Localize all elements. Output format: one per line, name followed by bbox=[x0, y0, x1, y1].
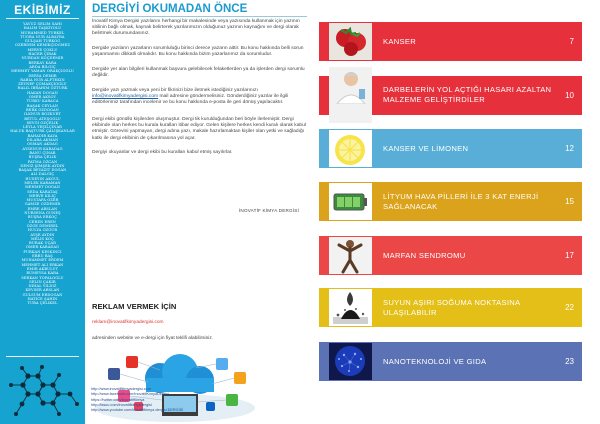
toc-page-number: 10 bbox=[565, 90, 574, 100]
social-link[interactable]: http://www.inovatifkimyadergisi.com bbox=[91, 387, 151, 391]
team-member: MERVE KILIÇ bbox=[28, 193, 56, 198]
toc-item[interactable] bbox=[319, 342, 582, 381]
toc-title: SUYUN AŞIRI SOĞUMA NOKTASINA ULAŞILABİLİR bbox=[383, 297, 520, 317]
team-member: GÜLSÜM ERDOĞAN bbox=[22, 292, 63, 297]
battery-thumbnail-icon bbox=[329, 183, 372, 220]
team-member: FURKAN KESKİNCİ bbox=[23, 249, 62, 254]
team-member: GÜLŞAH TÜRKOĞ bbox=[24, 39, 61, 44]
intro-paragraph-6: Dergiyi okuyanlar ve dergi ekibi bu kuralları kabul etmiş sayılırlar. bbox=[92, 150, 233, 155]
nano-sphere-thumbnail-icon bbox=[329, 343, 372, 380]
toc-title: KANSER VE LİMONEN bbox=[383, 143, 469, 153]
team-member: ARDA BİLGİÇ bbox=[29, 64, 56, 69]
team-member: NURDAN KOÇDEMİR bbox=[21, 56, 64, 61]
team-title: EKİBİMİZ bbox=[14, 3, 71, 17]
team-member: RABİA NUR ALPTEKİN bbox=[20, 77, 65, 82]
intro-column bbox=[85, 0, 310, 424]
toc-title: MARFAN SENDROMU bbox=[383, 250, 466, 260]
team-member: MEHMET DOĞAN bbox=[25, 185, 60, 190]
intro-paragraph-4 bbox=[92, 88, 307, 107]
team-member: SELİN ÇAKIR bbox=[29, 279, 56, 284]
team-member: ÖZGE DEMİREL bbox=[26, 223, 59, 228]
toc-title: DARBELERİN YOL AÇTIĞI HASARI AZALTAN MALZEME GELİŞTİRDİLER bbox=[383, 85, 552, 104]
team-member: AYŞE AYDIN bbox=[30, 232, 55, 237]
toc-page-number: 15 bbox=[565, 197, 574, 206]
team-member: EMRE ARSLAN bbox=[27, 206, 58, 211]
team-member: HÜLYA ÖZGÜR bbox=[27, 228, 58, 233]
team-member: CEREN EREN bbox=[28, 219, 57, 224]
team-member: BAŞAK BEYAZIT DOĞAN bbox=[18, 168, 67, 173]
team-member: BANU ÇINAR bbox=[29, 150, 56, 155]
team-member: HÜSEYİN AKGÜL bbox=[25, 176, 60, 181]
toc-page-number: 22 bbox=[565, 303, 574, 312]
team-member: HACER ÇIRAK bbox=[28, 52, 57, 57]
team-member: OSMAN AKDAĞ bbox=[27, 142, 58, 147]
toc-title: NANOTEKNOLOJİ VE GIDA bbox=[383, 356, 487, 366]
team-member: MUSTAFA ÖZER bbox=[26, 198, 59, 203]
intro-divider bbox=[92, 16, 307, 17]
intro-paragraph-2: Dergide yazıların yazarların sorumluluğu birinci derece yazarın aittir. Bu konu hakkında belli sorun yaşanmamsı dikkatli olmalıdır. Bu konu hakkında bizim yazarlarımız da sorumludur. bbox=[92, 46, 304, 58]
toc-item[interactable] bbox=[319, 67, 582, 123]
team-member: MEHMET ALİ ERKAN bbox=[21, 262, 64, 267]
submission-email-link[interactable]: info@inovatifkimyadergisi.com bbox=[92, 94, 159, 100]
team-member: DENİZ ŞİMŞEK AYDIN bbox=[20, 163, 65, 168]
team-member: RUMEYSA KARA bbox=[26, 271, 59, 276]
toc-item[interactable] bbox=[319, 129, 582, 168]
team-member: FATMA ÖZCAN bbox=[27, 159, 58, 164]
sidebar-divider bbox=[6, 356, 79, 357]
toc-page-number: 23 bbox=[565, 357, 574, 366]
team-member: YAVUZ SELİM SAHİ bbox=[23, 22, 62, 26]
paragraph-4-tail: mail adresine göndermelisiniz. Gönderdiğiniz yazılar ile ilgili editörlerimiz tarafından incelenir ve bu konu hakkında e-posta ile geri dönüş yapılacaktır. bbox=[92, 94, 289, 106]
team-member: HALİL İBRAHİM ÖZTÜRK bbox=[17, 86, 68, 91]
advert-text: adresinden website ve e-dergi için fiyat teklifi alabilirsiniz. bbox=[92, 336, 214, 341]
toc-item[interactable] bbox=[319, 182, 582, 221]
strawberries-thumbnail-icon bbox=[329, 23, 372, 60]
team-member: ZEYNEP ÇOMAKÇIOĞLU bbox=[18, 82, 67, 87]
team-member: HALUK BAŞTÜRK ÇALIŞKANLAR bbox=[10, 129, 75, 134]
team-member: BÜŞRA ERKOÇ bbox=[27, 215, 58, 220]
team-member: BETÜL ATEŞOĞLU bbox=[24, 116, 61, 121]
team-member: MUHAMMED TÜRKEL bbox=[20, 30, 65, 35]
team-member: BURAK UÇAR bbox=[29, 241, 56, 246]
toc-item[interactable] bbox=[319, 236, 582, 275]
team-member: HAKAN DOĞAN bbox=[27, 90, 58, 95]
team-member: TÜRKÜ KARACA bbox=[26, 99, 59, 104]
team-member: SEVGİ ÖZÇELİK bbox=[26, 120, 59, 125]
team-member: LEYLA YEŞİLÇINAR bbox=[23, 125, 62, 130]
team-member: SEDA KARATAŞ bbox=[27, 189, 58, 194]
toc-page-number: 17 bbox=[565, 251, 574, 260]
toc-title: LİTYUM HAVA PİLLERİ İLE 3 KAT ENERJİ SAĞLANACAK bbox=[383, 191, 539, 211]
team-member: EBRU BAŞ bbox=[32, 254, 53, 259]
team-member: MUHAMMET ERDEM bbox=[21, 258, 64, 263]
intro-heading: DERGİYİ OKUMADAN ÖNCE bbox=[92, 3, 248, 15]
team-member: BAHADIR KAYA bbox=[27, 133, 58, 138]
scientist-thumbnail-icon bbox=[329, 67, 372, 123]
social-link[interactable]: http://www.youtube.com/inovatifkimya dergisi DERGİSİ bbox=[91, 408, 184, 413]
intro-paragraph-3: Dergide yer alan bilgileri kullanmak başvura gelebilecek felaketlerden ya da işlerden dergi sorumlu değildir. bbox=[92, 67, 305, 79]
team-member: KEVSER ARSLAN bbox=[25, 288, 60, 293]
intro-paragraph-1: İnovatif Kimya Dergisi yazılarını herhangi bir makalesinde veya yazısında kullanmak için yazının sitilinin bağlı olmak, kaynak belirterek yazılarımızın olduğunuz yazının kaynağını ve dergi olarak belirtmek durumundasınız. bbox=[92, 19, 300, 37]
team-member: MELİS KOÇ bbox=[31, 236, 54, 241]
team-member: BÜŞRA ÇELİK bbox=[28, 155, 57, 160]
water-drop-thumbnail-icon bbox=[329, 289, 372, 326]
title-divider bbox=[6, 18, 79, 19]
team-member: ÖZERDEM KEMİKÇİOĞMEZ bbox=[15, 43, 70, 48]
team-member: BAŞAK CEYLAN bbox=[26, 103, 59, 108]
team-member: NURSENA GÜNEŞ bbox=[24, 211, 61, 216]
advert-email-link[interactable]: reklam@inovatifkimyadergisi.com bbox=[92, 320, 164, 325]
social-link[interactable]: http://www.facebook.com/InovatifKimyaDergisi bbox=[91, 392, 169, 397]
team-member: SERKAN TOPALOĞLU bbox=[21, 275, 64, 280]
social-link[interactable]: http://issuu.com/inovatifkimyadergisi bbox=[91, 402, 152, 407]
team-list bbox=[2, 22, 83, 306]
team-member: HALİM TAŞKIYOLU bbox=[23, 26, 62, 31]
team-member: DERYA DEMİR bbox=[28, 73, 57, 78]
magazine-signature: İNOVATİF KİMYA DERGİSİ bbox=[238, 208, 299, 213]
team-member: AYSENUR KARADAĞ bbox=[22, 146, 63, 151]
team-member: BERKAY KARA bbox=[28, 60, 57, 65]
team-member: ÖMER KARADAĞ bbox=[25, 245, 60, 250]
social-link[interactable]: https://twitter.com/InovatifKimya bbox=[91, 397, 145, 402]
toc-page-number: 7 bbox=[569, 37, 574, 46]
team-member: DİLARA AKMAN bbox=[26, 138, 59, 143]
athlete-thumbnail-icon bbox=[329, 237, 372, 274]
team-member: GAMZE ÖZDEMİR bbox=[24, 202, 61, 207]
social-links bbox=[91, 387, 183, 413]
team-member: HATİCE ŞAHİN bbox=[27, 297, 58, 301]
team-member: İLKNUR BOZKURT bbox=[24, 112, 61, 117]
team-member: EMİR AKBULUT bbox=[26, 266, 59, 271]
toc-title: KANSER bbox=[383, 36, 417, 46]
team-member: ALİ DALGIÇ bbox=[30, 172, 55, 177]
intro-paragraph-5: Dergi ekibi gönüllü kişilerden oluşmuştur. Dergi tik kurulduğundan beri böyle ilerlemiştir. Dergi ekibinde olan herkes bu kurala kuralları itibar ediyor. Gelen kişilere herkes kendi kuralı olarak kabul etmiştir. Görevini yapmayan, dergi adına yazı, makale hazırlamaktan kişiler olan yetki ve sağladığı katkı ile dergi ekibinin de çıkarılmasına yol açar. bbox=[92, 117, 306, 141]
lemon-thumbnail-icon bbox=[329, 130, 372, 167]
team-member: MEHMET YAMAN ORAKÇIOĞLU bbox=[11, 69, 74, 74]
team-member: TUĞBA NUR ALBAYRA bbox=[20, 34, 65, 39]
team-member: ÖMER AKSOY bbox=[28, 95, 57, 100]
paragraph-4-lead: Dergide yazı yazmak veya yeni bir fikrinizi bize iletmek istediğiniz yazılarınızı bbox=[92, 88, 258, 93]
team-member: NİHAL YILDIZ bbox=[28, 284, 57, 289]
molecule-icon bbox=[2, 362, 84, 422]
toc-item[interactable] bbox=[319, 288, 582, 327]
team-member: MELEK KARAMAN bbox=[24, 180, 61, 185]
team-member: MERVE ÇOKLU bbox=[27, 47, 58, 52]
team-member: BERK ÖZDOĞAN bbox=[26, 107, 59, 112]
toc-page-number: 12 bbox=[565, 144, 574, 153]
team-sidebar bbox=[0, 0, 85, 424]
toc-item[interactable] bbox=[319, 22, 582, 61]
team-member: TUBA ÇELİKEL bbox=[27, 301, 58, 306]
advert-heading: REKLAM VERMEK İÇİN bbox=[92, 302, 177, 311]
